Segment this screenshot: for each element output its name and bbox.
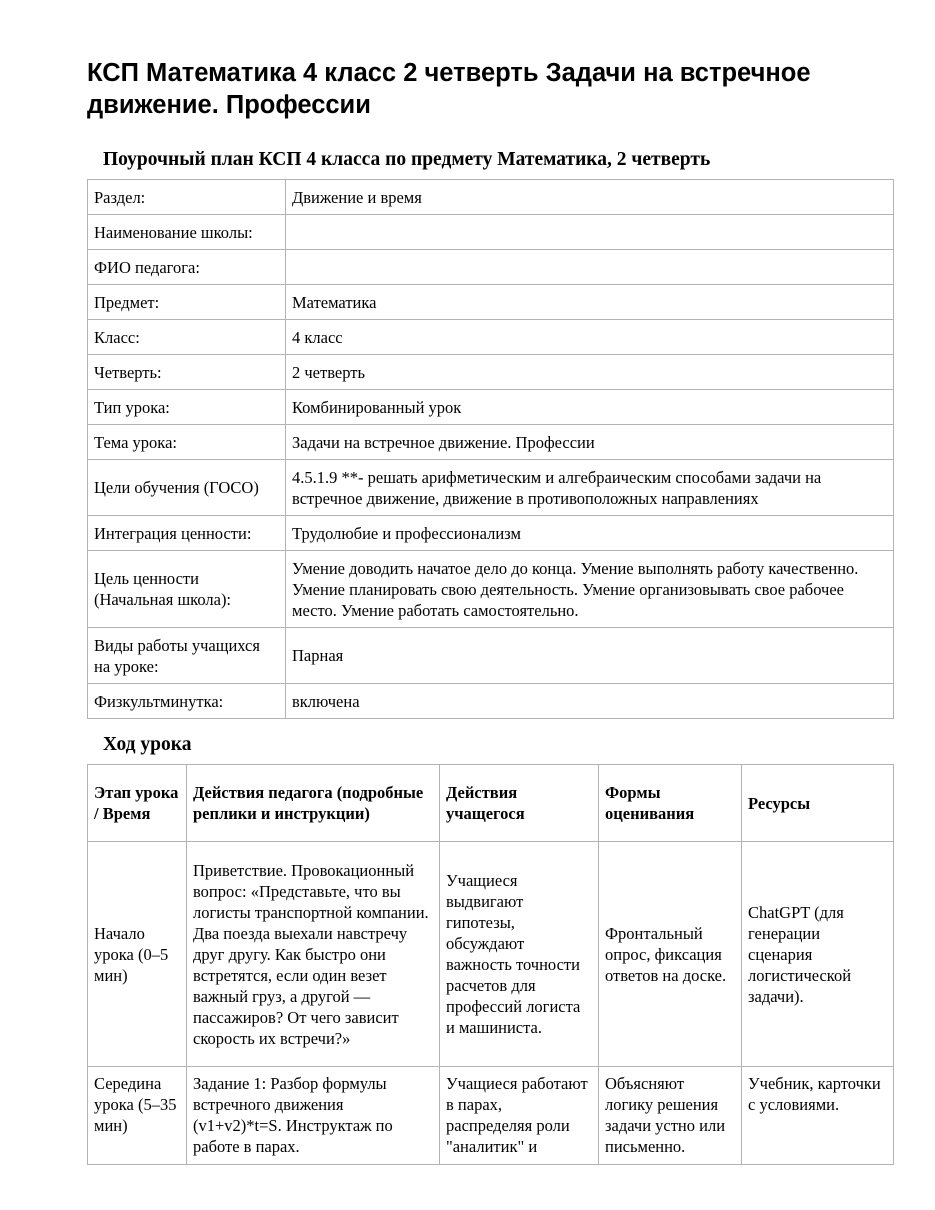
info-label: Интеграция ценности: xyxy=(88,516,286,551)
lesson-teacher-actions: Приветствие. Провокационный вопрос: «Представьте, что вы логисты транспортной компании. Два поезда выехали навстречу друг другу. Как быстро они встретятся, если один везет важный груз, а другой — пассажиров? От чего зависит скорость их встречи?» xyxy=(187,842,440,1067)
info-value: Умение доводить начатое дело до конца. Умение выполнять работу качественно. Умение планировать свою деятельность. Умение организовывать свое рабочее место. Умение работать самостоятельно. xyxy=(286,551,894,628)
info-label: Тема урока: xyxy=(88,425,286,460)
info-label: Четверть: xyxy=(88,355,286,390)
info-value: Движение и время xyxy=(286,180,894,215)
info-row xyxy=(88,551,894,628)
info-row xyxy=(88,460,894,516)
info-value: включена xyxy=(286,684,894,719)
header-teacher-actions: Действия педагога (подробные реплики и инструкции) xyxy=(187,765,440,842)
lesson-stage: Середина урока (5–35 мин) xyxy=(88,1067,187,1165)
info-value: Парная xyxy=(286,628,894,684)
info-row xyxy=(88,390,894,425)
lesson-assessment: Объясняют логику решения задачи устно или письменно. xyxy=(599,1067,742,1165)
info-row xyxy=(88,285,894,320)
lesson-assessment: Фронтальный опрос, фиксация ответов на доске. xyxy=(599,842,742,1067)
page-title: КСП Математика 4 класс 2 четверть Задачи на встречное движение. Профессии xyxy=(87,59,811,119)
info-value: 4 класс xyxy=(286,320,894,355)
lesson-resources: ChatGPT (для генерации сценария логистической задачи). xyxy=(742,842,894,1067)
info-label: Цель ценности (Начальная школа): xyxy=(88,551,286,628)
lesson-row xyxy=(88,1067,894,1165)
course-heading: Ход урока xyxy=(103,734,192,755)
header-stage: Этап урока / Время xyxy=(88,765,187,842)
lesson-row xyxy=(88,842,894,1067)
header-assessment: Формы оценивания xyxy=(599,765,742,842)
info-label: Цели обучения (ГОСО) xyxy=(88,460,286,516)
info-row xyxy=(88,516,894,551)
info-label: Виды работы учащихся на уроке: xyxy=(88,628,286,684)
info-label: Тип урока: xyxy=(88,390,286,425)
info-value: Задачи на встречное движение. Профессии xyxy=(286,425,894,460)
info-row xyxy=(88,425,894,460)
info-row xyxy=(88,628,894,684)
lesson-stage: Начало урока (0–5 мин) xyxy=(88,842,187,1067)
info-label: Класс: xyxy=(88,320,286,355)
info-row xyxy=(88,250,894,285)
info-label: Раздел: xyxy=(88,180,286,215)
header-student-actions: Действия учащегося xyxy=(440,765,599,842)
info-row xyxy=(88,320,894,355)
lesson-header-row xyxy=(88,765,894,842)
info-value xyxy=(286,250,894,285)
lesson-student-actions: Учащиеся выдвигают гипотезы, обсуждают важность точности расчетов для профессий логиста и машиниста. xyxy=(440,842,599,1067)
info-row xyxy=(88,355,894,390)
lesson-student-actions: Учащиеся работают в парах, распределяя роли "аналитик" и xyxy=(440,1067,599,1165)
info-label: Предмет: xyxy=(88,285,286,320)
info-row xyxy=(88,215,894,250)
info-value: Трудолюбие и профессионализм xyxy=(286,516,894,551)
info-value: Комбинированный урок xyxy=(286,390,894,425)
info-row xyxy=(88,684,894,719)
header-resources: Ресурсы xyxy=(742,765,894,842)
lesson-table xyxy=(87,764,894,1165)
info-value: 2 четверть xyxy=(286,355,894,390)
info-row xyxy=(88,180,894,215)
info-value xyxy=(286,215,894,250)
info-value: 4.5.1.9 **- решать арифметическим и алгебраическим способами задачи на встречное движение, движение в противоположных направлениях xyxy=(286,460,894,516)
info-table xyxy=(87,179,894,719)
lesson-teacher-actions: Задание 1: Разбор формулы встречного движения (v1+v2)*t=S. Инструктаж по работе в парах. xyxy=(187,1067,440,1165)
lesson-resources: Учебник, карточки с условиями. xyxy=(742,1067,894,1165)
info-label: Физкультминутка: xyxy=(88,684,286,719)
info-label: Наименование школы: xyxy=(88,215,286,250)
plan-heading: Поурочный план КСП 4 класса по предмету Математика, 2 четверть xyxy=(103,149,711,170)
info-label: ФИО педагога: xyxy=(88,250,286,285)
info-value: Математика xyxy=(286,285,894,320)
